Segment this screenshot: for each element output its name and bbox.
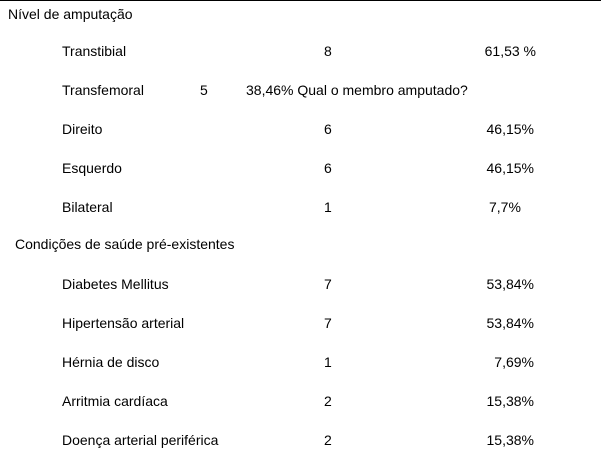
row-label: Diabetes Mellitus [62,276,169,292]
row-count: 7 [324,315,332,331]
row-percent: 38,46% Qual o membro amputado? [246,82,468,98]
row-count: 5 [200,82,208,98]
row-percent: 46,15% [486,121,534,137]
row-label: Arritmia cardíaca [62,393,168,409]
row-label: Hipertensão arterial [62,315,185,331]
row-percent: 7,7% [489,199,521,215]
top-rule [0,0,601,1]
row-count: 2 [324,393,332,409]
section-title: Nível de amputação [8,6,133,22]
row-percent: 53,84% [486,276,534,292]
row-count: 8 [324,43,332,59]
row-label: Transfemoral [62,82,144,98]
row-label: Direito [62,121,103,137]
row-count: 2 [324,432,332,448]
row-percent: 15,38% [486,393,534,409]
row-label: Hérnia de disco [62,354,160,370]
row-label: Transtibial [62,43,127,59]
row-percent: 46,15% [486,160,534,176]
row-count: 1 [324,199,332,215]
row-count: 7 [324,276,332,292]
row-label: Esquerdo [62,160,122,176]
row-label: Bilateral [62,199,113,215]
row-percent: 7,69% [494,354,534,370]
row-percent: 53,84% [486,315,534,331]
row-count: 6 [324,121,332,137]
section-title: Condições de saúde pré-existentes [15,236,235,252]
row-percent: 61,53 % [484,43,536,59]
row-label: Doença arterial periférica [62,432,219,448]
row-count: 1 [324,354,332,370]
row-percent: 15,38% [486,432,534,448]
row-count: 6 [324,160,332,176]
